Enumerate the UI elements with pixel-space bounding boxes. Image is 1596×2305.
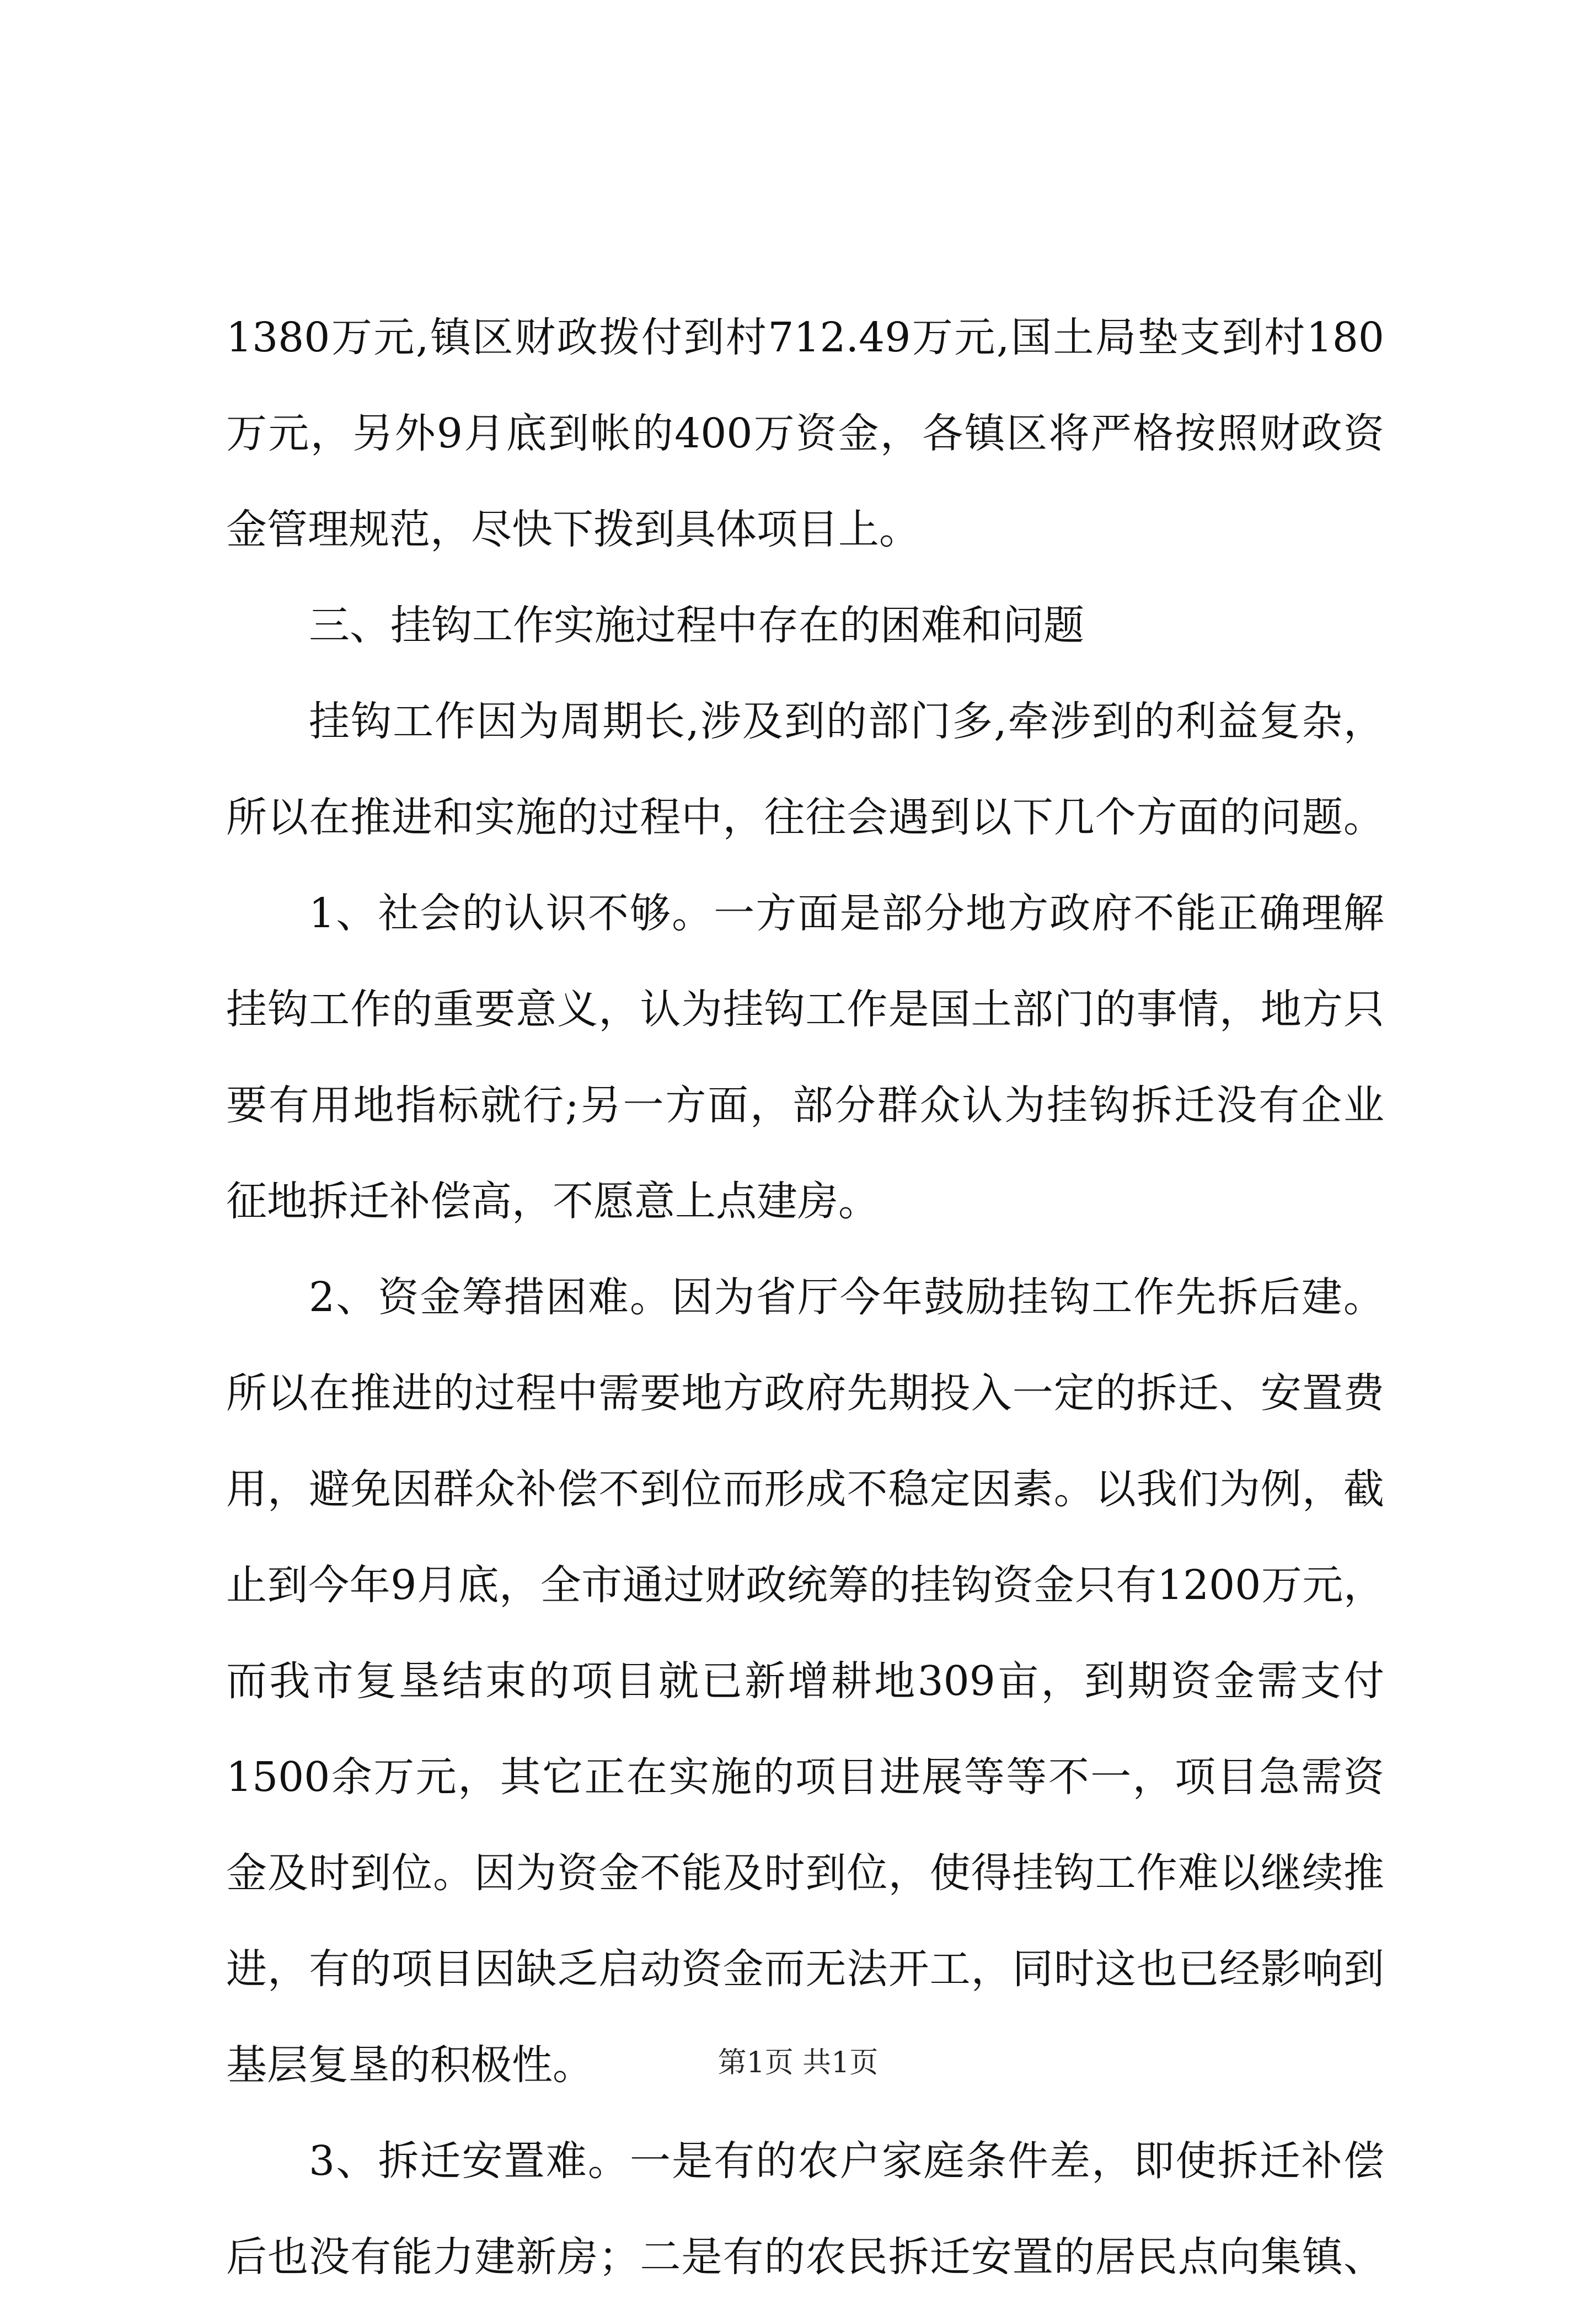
section-heading: 三、挂钩工作实施过程中存在的困难和问题 [309, 602, 1084, 649]
text-line: 用，避免因群众补偿不到位而形成不稳定因素。以我们为例，截 [226, 1466, 1384, 1513]
text-line: 所以在推进和实施的过程中，往往会遇到以下几个方面的问题。 [226, 794, 1384, 841]
text-line: 征地拆迁补偿高，不愿意上点建房。 [226, 1178, 879, 1225]
document-body [226, 290, 1384, 2305]
text-line: 而我市复垦结束的项目就已新增耕地309亩，到期资金需支付 [226, 1657, 1384, 1705]
text-line: 进，有的项目因缺乏启动资金而无法开工，同时这也已经影响到 [226, 1945, 1384, 1993]
text-line: 后也没有能力建新房；二是有的农民拆迁安置的居民点向集镇、 [226, 2233, 1384, 2281]
text-line: 金及时到位。因为资金不能及时到位，使得挂钩工作难以继续推 [226, 1849, 1384, 1897]
text-line: 万元，另外9月底到帐的400万资金，各镇区将严格按照财政资 [226, 410, 1384, 457]
text-line: 要有用地指标就行;另一方面，部分群众认为挂钩拆迁没有企业 [226, 1082, 1384, 1129]
text-line: 3、拆迁安置难。一是有的农户家庭条件差，即使拆迁补偿 [309, 2137, 1384, 2185]
text-line: 止到今年9月底，全市通过财政统筹的挂钩资金只有1200万元， [226, 1561, 1384, 1609]
text-line: 2、资金筹措困难。因为省厅今年鼓励挂钩工作先拆后建。 [309, 1274, 1384, 1321]
text-line: 挂钩工作因为周期长,涉及到的部门多,牵涉到的利益复杂， [309, 698, 1384, 745]
text-line: 所以在推进的过程中需要地方政府先期投入一定的拆迁、安置费 [226, 1370, 1384, 1417]
text-line: 1380万元,镇区财政拨付到村712.49万元,国土局垫支到村180 [226, 314, 1384, 361]
text-line: 1、社会的认识不够。一方面是部分地方政府不能正确理解 [309, 890, 1384, 937]
text-line: 金管理规范，尽快下拨到具体项目上。 [226, 506, 920, 553]
text-line: 1500余万元，其它正在实施的项目进展等等不一，项目急需资 [226, 1753, 1384, 1801]
text-line: 基层复垦的积极性。 [226, 2041, 593, 2089]
page-footer: 第1页 共1页 [717, 2046, 879, 2079]
text-line: 挂钩工作的重要意义，认为挂钩工作是国土部门的事情，地方只 [226, 986, 1384, 1033]
